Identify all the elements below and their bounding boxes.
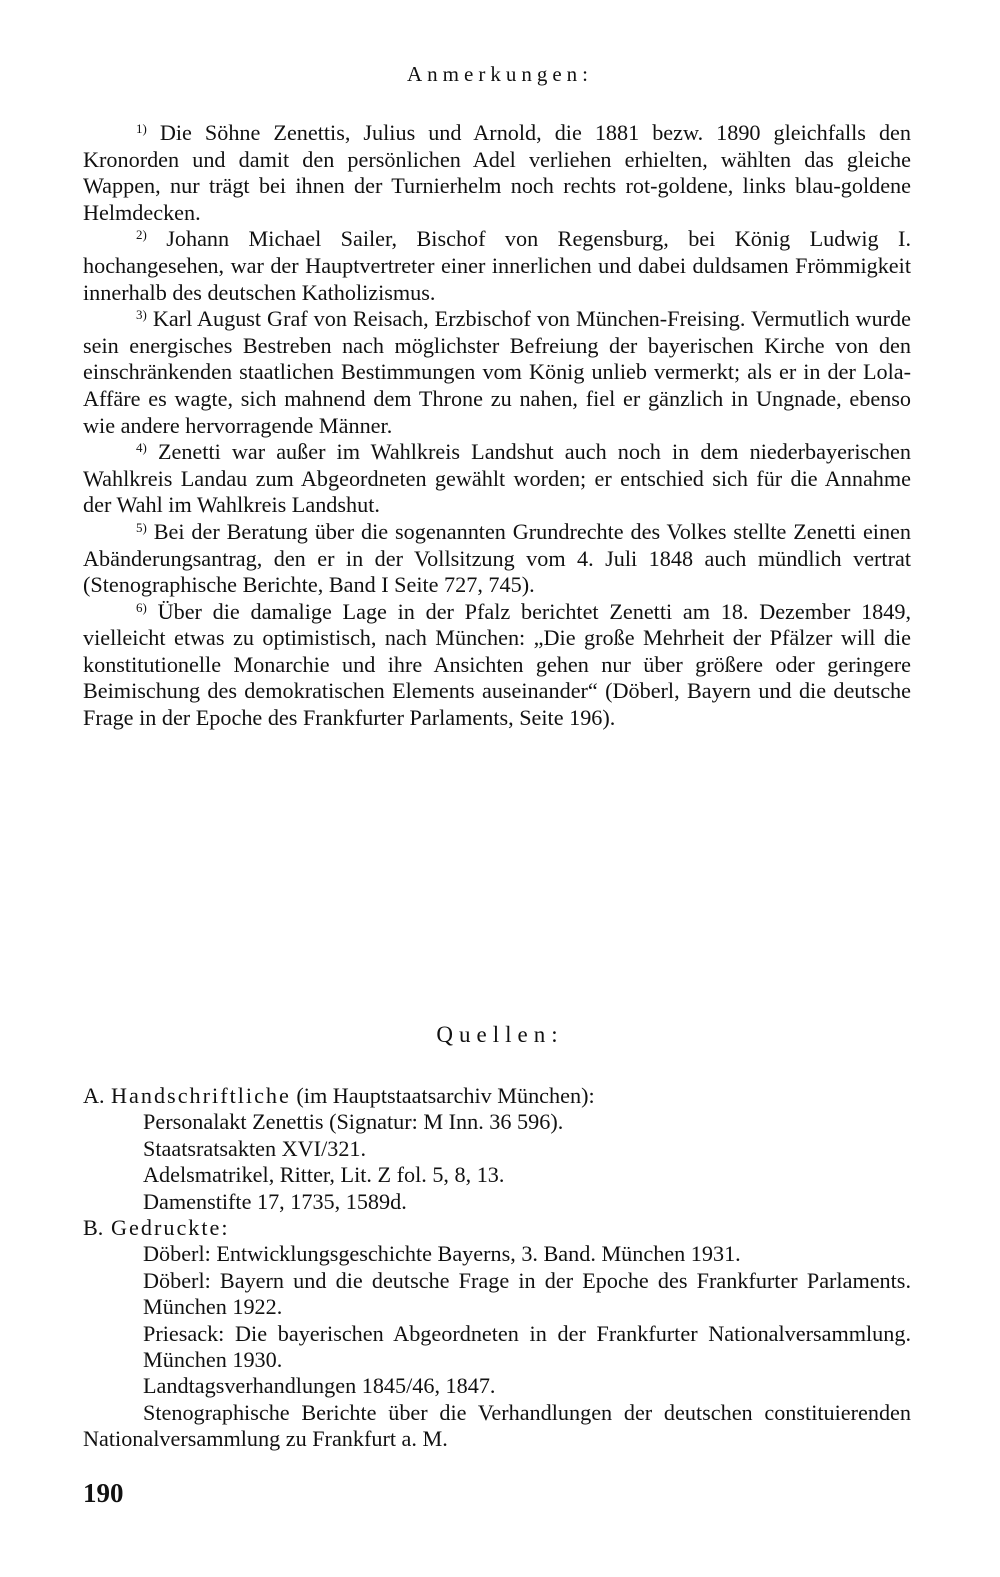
printed-sources-heading	[83, 1215, 911, 1241]
footnotes-list	[83, 120, 911, 732]
group-note: (im Hauptstaatsarchiv München):	[296, 1083, 595, 1108]
source-entry: Landtagsverhandlungen 1845/46, 1847.	[143, 1373, 496, 1399]
footnote-text: Johann Michael Sailer, Bischof von Regensburg, bei König Ludwig I. hochangesehen, war der Hauptvertreter einer innerlichen und dabei duldsamen Frömmigkeit innerhalb des deutschen Katholizismus.	[83, 226, 911, 305]
footnote-text: Die Söhne Zenettis, Julius und Arnold, die 1881 bezw. 1890 gleichfalls den Kronorden und damit den persönlichen Adel verliehen erhielten, wählten das gleiche Wappen, nur trägt bei ihnen der Turnierhelm noch rechts rot-goldene, links blau-goldene Helmdecken.	[83, 120, 911, 225]
page-number: 190	[83, 1478, 124, 1508]
source-entry: Stenographische Berichte über die Verhandlungen der deutschen constituierenden Nationalversammlung zu Frankfurt a. M.	[83, 1399, 911, 1452]
footnote-text: Zenetti war außer im Wahlkreis Landshut auch noch in dem niederbayerischen Wahlkreis Landau zum Abgeordneten gewählt worden; er entschied sich für die Annahme der Wahl im Wahlkreis Landshut.	[83, 439, 911, 518]
source-entry: Personalakt Zenettis (Signatur: M Inn. 36 596).	[143, 1109, 564, 1135]
footnote-marker: 4)	[136, 440, 147, 456]
handwritten-sources-heading	[83, 1083, 911, 1109]
footnote	[83, 439, 911, 519]
source-entry: Damenstifte 17, 1735, 1589d.	[143, 1188, 407, 1214]
notes-heading: Anmerkungen:	[407, 62, 593, 86]
footnote	[83, 599, 911, 732]
group-letter: B.	[83, 1215, 104, 1241]
group-label: Gedruckte:	[111, 1215, 230, 1241]
source-entry: Döberl: Bayern und die deutsche Frage in der Epoche des Frankfurter Parlaments. München 1922.	[143, 1267, 911, 1320]
group-letter: A.	[83, 1083, 105, 1108]
footnote-marker: 6)	[136, 599, 147, 615]
footnote-marker: 1)	[136, 121, 147, 136]
source-entry: Adelsmatrikel, Ritter, Lit. Z fol. 5, 8, 13.	[143, 1162, 505, 1188]
sources-heading: Quellen:	[436, 1022, 564, 1047]
footnote	[83, 306, 911, 439]
footnote-marker: 5)	[136, 519, 147, 535]
source-entry: Döberl: Entwicklungsgeschichte Bayerns, 3. Band. München 1931.	[143, 1241, 741, 1267]
source-entry: Priesack: Die bayerischen Abgeordneten in der Frankfurter Nationalversammlung. München 1930.	[143, 1320, 911, 1373]
source-entry: Staatsratsakten XVI/321.	[143, 1135, 367, 1161]
footnote-text: Karl August Graf von Reisach, Erzbischof von München-Freising. Vermutlich wurde sein energisches Bestreben nach möglichster Befreiung der bayerischen Kirche von den einschränkenden staatlichen Bestimmungen vom König unlieb vermerkt; als er in der Lola-Affäre es wagte, sich mahnend dem Throne zu nahen, fiel er gänzlich in Ungnade, ebenso wie andere hervorragende Männer.	[83, 306, 911, 438]
footnote	[83, 226, 911, 306]
sources-list	[83, 1083, 911, 1453]
footnote	[83, 120, 911, 226]
group-label: Handschriftliche	[111, 1083, 291, 1108]
footnote-text: Bei der Beratung über die sogenannten Grundrechte des Volkes stellte Zenetti einen Abänderungsantrag, den er in der Vollsitzung vom 4. Juli 1848 auch mündlich vertrat (Stenographische Berichte, Band I Seite 727, 745).	[83, 518, 911, 598]
footnote-marker: 3)	[136, 307, 147, 323]
footnote-marker: 2)	[136, 227, 147, 243]
footnote-text: Über die damalige Lage in der Pfalz berichtet Zenetti am 18. Dezember 1849, vielleicht etwas zu optimistisch, nach München: „Die große Mehrheit der Pfälzer will die konstitutionelle Monarchie und ihre Ansichten gehen nur über größere oder geringere Beimischung des demokratischen Elements auseinander“ (Döberl, Bayern und die deutsche Frage in der Epoche des Frankfurter Parlaments, Seite 196).	[83, 598, 911, 731]
footnote	[83, 519, 911, 599]
